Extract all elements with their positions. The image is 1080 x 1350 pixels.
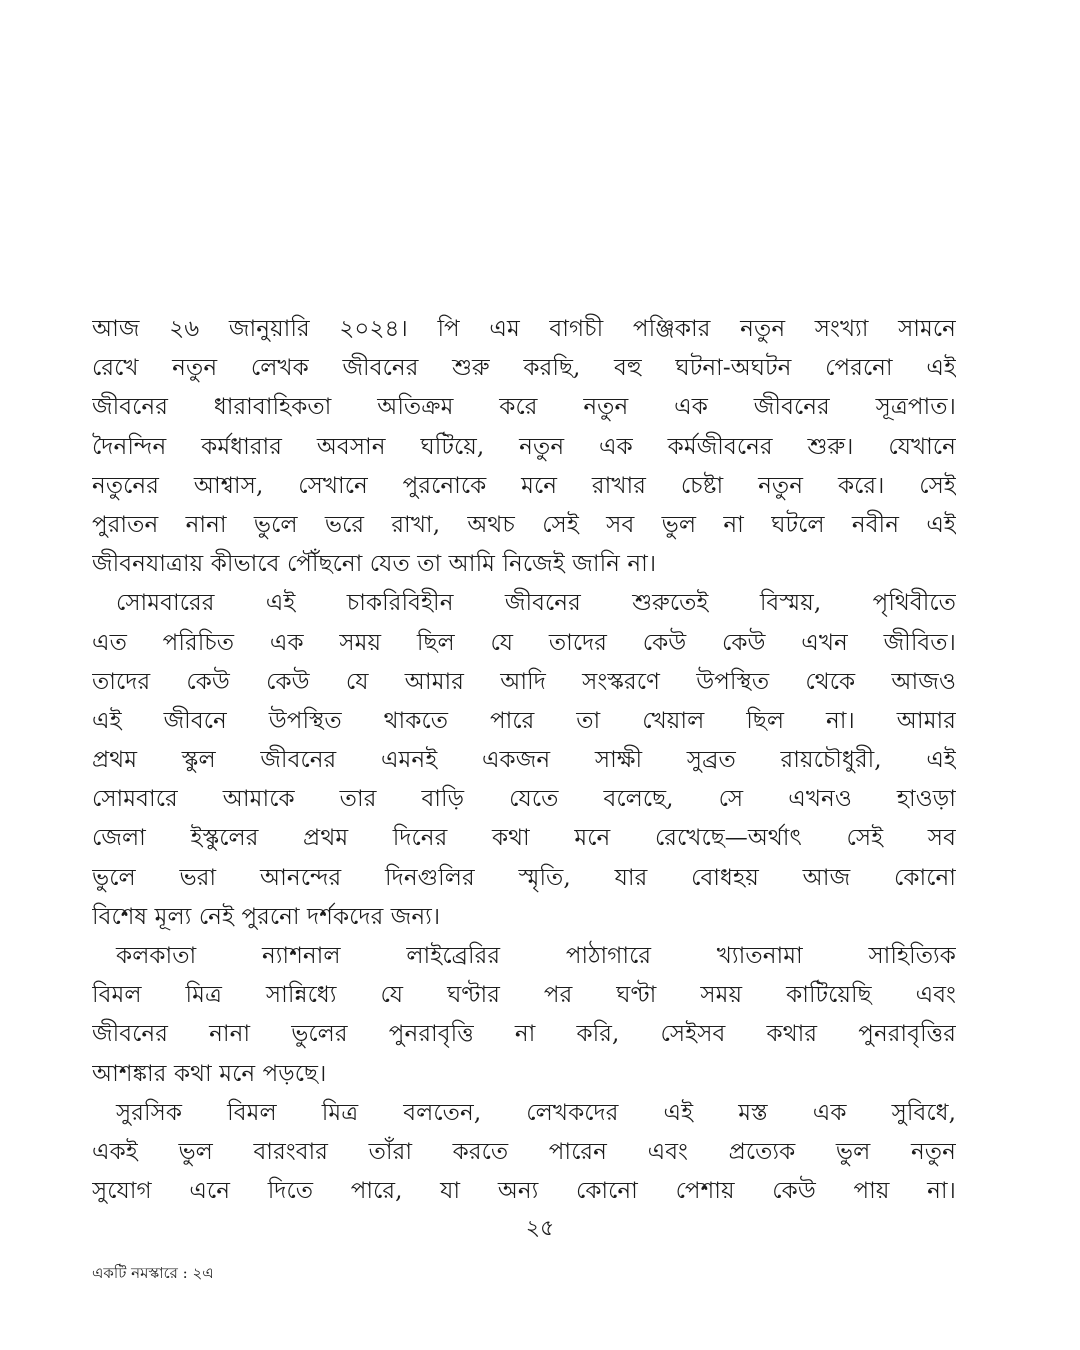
text-line: সুযোগ এনে দিতে পারে, যা অন্য কোনো পেশায় কেউ পায় না। [92,1178,956,1205]
text-line: জীবনের নানা ভুলের পুনরাবৃত্তি না করি, সেইসব কথার পুনরাবৃত্তির [92,1021,956,1048]
body-text [92,310,956,1211]
text-line: তাদের কেউ কেউ যে আমার আদি সংস্করণে উপস্থিত থেকে আজও [92,668,956,695]
text-line: আশঙ্কার কথা মনে পড়ছে। [92,1060,327,1087]
text-line: জীবনের ধারাবাহিকতা অতিক্রম করে নতুন এক জীবনের সূত্রপাত। [92,394,956,421]
text-line: সুরসিক বিমল মিত্র বলতেন, লেখকদের এই মস্ত এক সুবিধে, [116,1099,956,1126]
text-line: রেখে নতুন লেখক জীবনের শুরু করছি, বহু ঘটনা-অঘটন পেরনো এই [92,355,956,382]
text-line: দৈনন্দিন কর্মধারার অবসান ঘটিয়ে, নতুন এক কর্মজীবনের শুরু। যেখানে [92,433,956,460]
text-line: জেলা ইস্কুলের প্রথম দিনের কথা মনে রেখেছে—অর্থাৎ সেই সব [92,825,956,852]
text-line: আজ ২৬ জানুয়ারি ২০২৪। পি এম বাগচী পঞ্জিকার নতুন সংখ্যা সামনে [92,316,956,342]
page-number: ২৫ [525,1216,555,1241]
text-line: প্রথম স্কুল জীবনের এমনই একজন সাক্ষী সুব্রত রায়চৌধুরী, এই [92,747,956,774]
text-line: ভুলে ভরা আনন্দের দিনগুলির স্মৃতি, যার বোধহয় আজ কোনো [92,864,956,891]
text-line: কলকাতা ন্যাশনাল লাইব্রেরির পাঠাগারে খ্যাতনামা সাহিত্যিক [116,943,956,969]
text-line: এত পরিচিত এক সময় ছিল যে তাদের কেউ কেউ এখন জীবিত। [92,629,956,656]
text-line: নতুনের আশ্বাস, সেখানে পুরনোকে মনে রাখার চেষ্টা নতুন করে। সেই [92,472,956,499]
text-line: বিমল মিত্র সান্নিধ্যে যে ঘণ্টার পর ঘণ্টা সময় কাটিয়েছি এবং [92,982,956,1009]
text-line: সোমবারে আমাকে তার বাড়ি যেতে বলেছে, সে এখনও হাওড়া [92,786,956,813]
footer-signature: একটি নমস্কারে : ২এ [92,1264,214,1282]
text-line: এই জীবনে উপস্থিত থাকতে পারে তা খেয়াল ছিল না। আমার [92,707,956,734]
text-line: জীবনযাত্রায় কীভাবে পৌঁছনো যেত তা আমি নিজেই জানি না। [92,551,657,578]
text-line: সোমবারের এই চাকরিবিহীন জীবনের শুরুতেই বিস্ময়, পৃথিবীতে [116,590,956,617]
text-line: একই ভুল বারংবার তাঁরা করতে পারেন এবং প্রত্যেক ভুল নতুন [92,1138,956,1165]
text-line: পুরাতন নানা ভুলে ভরে রাখা, অথচ সেই সব ভুল না ঘটলে নবীন এই [92,511,956,538]
text-line: বিশেষ মূল্য নেই পুরনো দর্শকদের জন্য। [92,903,441,930]
